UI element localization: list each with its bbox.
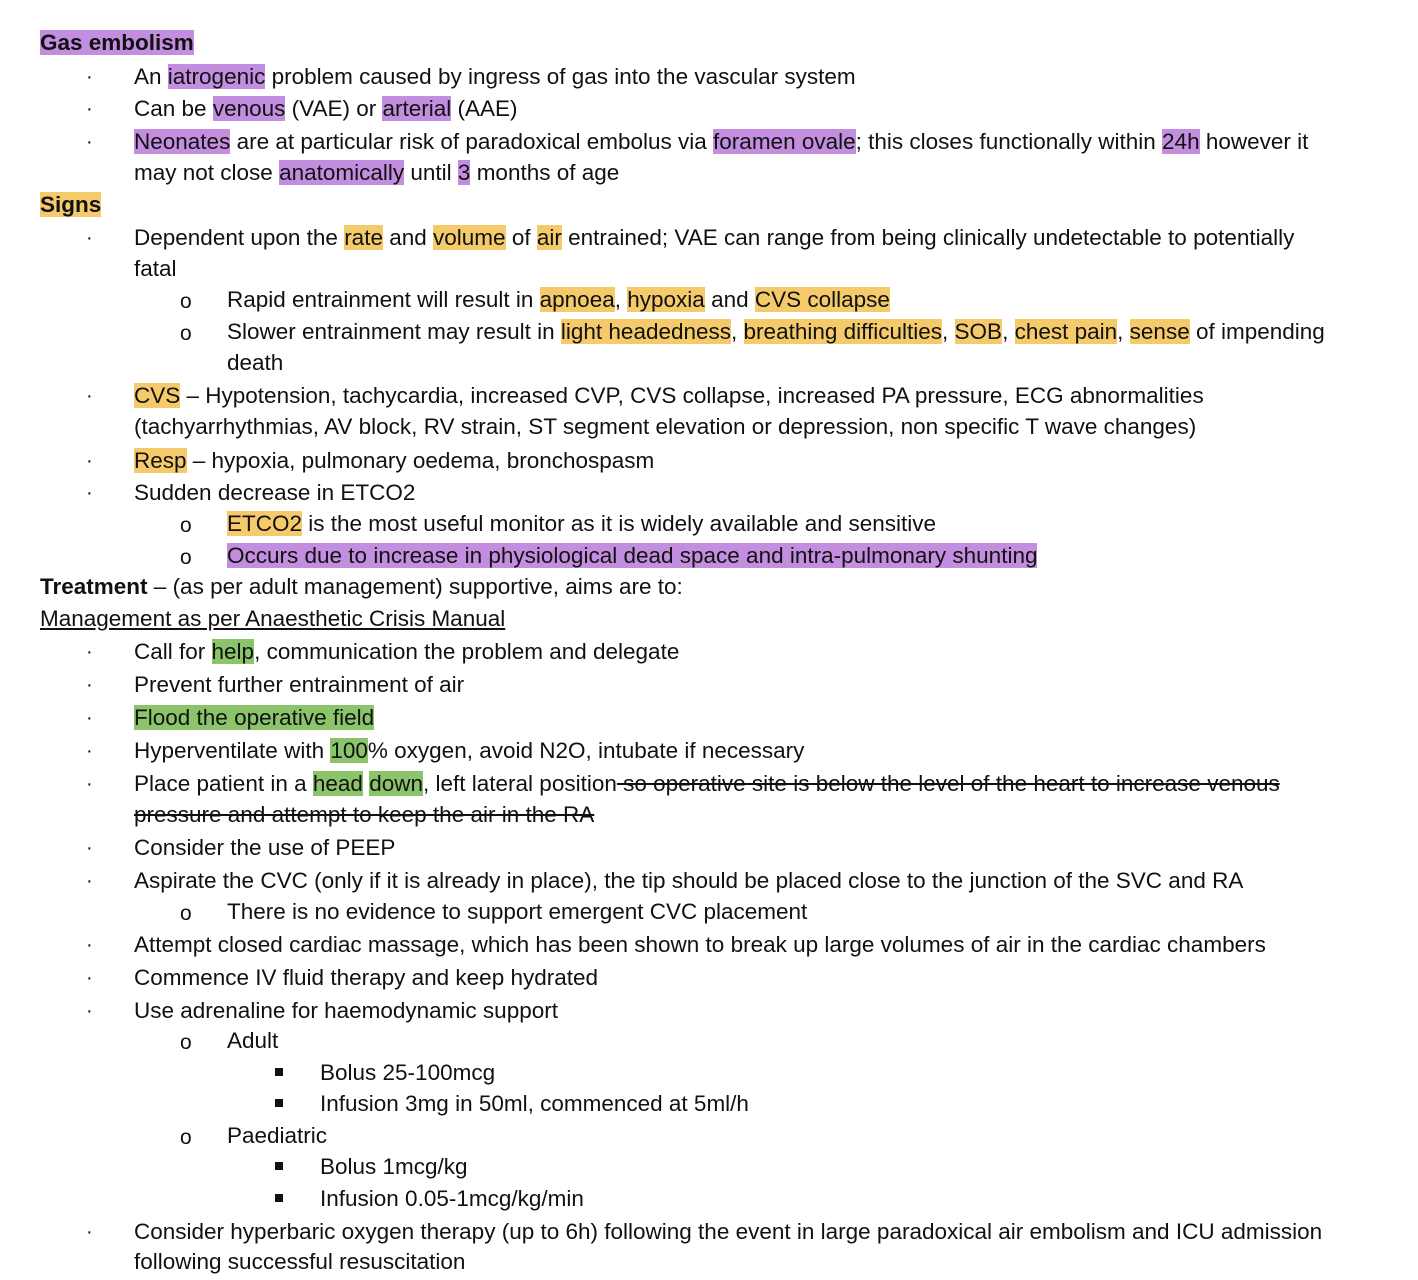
manual-link-text[interactable]: Management as per Anaesthetic Crisis Manual [40, 606, 506, 631]
treatment-line-7 [134, 866, 1243, 896]
bullet-circle: o [180, 322, 192, 345]
text: following successful resuscitation [134, 1249, 466, 1274]
highlight: ETCO2 [227, 511, 303, 536]
signs-line-4 [134, 381, 1204, 411]
text: Place patient in a [134, 771, 313, 796]
highlight: 24h [1162, 129, 1200, 154]
text: An [134, 64, 168, 89]
treatment-line-2 [134, 670, 464, 700]
text: are at particular risk of paradoxical embolus via [230, 129, 714, 154]
bullet-dot: · [86, 674, 93, 696]
text: Consider hyperbaric oxygen therapy (up to 6h) following the event in large paradoxical air embolism and ICU admission [134, 1219, 1323, 1244]
highlight: Neonates [134, 129, 231, 154]
signs-line-3 [227, 317, 1325, 347]
text: Bolus 1mcg/kg [320, 1154, 468, 1179]
highlight: rate [344, 225, 383, 250]
highlight: iatrogenic [167, 64, 266, 89]
text: – hypoxia, pulmonary oedema, bronchospasm [186, 448, 655, 473]
text: , [1002, 319, 1015, 344]
intro-line-2 [134, 94, 518, 124]
bullet-circle: o [180, 546, 192, 569]
signs-line-6 [134, 478, 415, 508]
signs-line-4b [134, 412, 1196, 442]
text: death [227, 350, 284, 375]
treatment-line-8 [227, 897, 807, 927]
text: (tachyarrhythmias, AV block, RV strain, ST segment elevation or depression, non specific T wave changes) [134, 414, 1197, 439]
text: Adult [227, 1028, 279, 1053]
bullet-dot: · [86, 450, 93, 472]
bullet-dot: · [86, 131, 93, 153]
text: , [1117, 319, 1130, 344]
bullet-dot: · [86, 740, 93, 762]
highlight: breathing difficulties [743, 319, 943, 344]
signs-line-5 [134, 446, 654, 476]
signs-line-1b [134, 254, 177, 284]
bullet-dot: · [86, 837, 93, 859]
highlight: help [211, 639, 255, 664]
bullet-circle: o [180, 514, 192, 537]
treatment-line-4 [134, 736, 804, 766]
bullet-dot: · [86, 1000, 93, 1022]
bullet-dot: · [86, 934, 93, 956]
manual-link[interactable] [40, 604, 505, 634]
heading-text: Treatment [40, 574, 148, 599]
highlight: foramen [713, 129, 796, 154]
text: and [382, 225, 434, 250]
signs-line-7 [227, 509, 936, 539]
bullet-circle: o [180, 902, 192, 925]
text: Rapid entrainment will result in [227, 287, 540, 312]
bullet-dot: · [86, 1221, 93, 1243]
treatment-line-10 [134, 963, 598, 993]
treatment-line-15 [227, 1121, 327, 1151]
treatment-line-18 [134, 1217, 1322, 1247]
highlight: anatomically [279, 160, 405, 185]
highlight: venous [212, 96, 286, 121]
text: and [704, 287, 755, 312]
highlight: Flood the operative field [134, 705, 375, 730]
text: ; this closes functionally within [855, 129, 1163, 154]
highlight: arterial [382, 96, 452, 121]
text: Commence IV fluid therapy and keep hydrated [134, 965, 599, 990]
treatment-line-12 [227, 1026, 278, 1056]
highlight: apnoea [539, 287, 615, 312]
highlight: Occurs due to increase in physiological dead space and intra-pulmonary shunting [227, 543, 1038, 568]
bullet-square [275, 1068, 283, 1076]
text: There is no evidence to support emergent CVC placement [227, 899, 808, 924]
text: , [942, 319, 955, 344]
text: – (as per adult management) supportive, aims are to: [147, 574, 683, 599]
treatment-line-17 [320, 1184, 584, 1214]
treatment-line-3 [134, 703, 374, 733]
bullet-dot: · [86, 641, 93, 663]
bullet-dot: · [86, 227, 93, 249]
text: however it [1199, 129, 1309, 154]
signs-line-8 [227, 541, 1037, 571]
text: Aspirate the CVC (only if it is already in place), the tip should be placed close to the junction of the SVC and RA [134, 868, 1244, 893]
heading-text: Gas embolism [40, 30, 194, 55]
bullet-dot: · [86, 482, 93, 504]
highlight: 100 [330, 738, 368, 763]
text: problem caused by ingress of gas into the vascular system [265, 64, 856, 89]
text: (VAE) or [285, 96, 383, 121]
treatment-line-13 [320, 1058, 495, 1088]
text: , [731, 319, 744, 344]
highlight: ovale [801, 129, 856, 154]
highlight: air [536, 225, 562, 250]
treatment-line-6 [134, 833, 395, 863]
highlight [796, 129, 802, 154]
text: until [404, 160, 458, 185]
text: Consider the use of PEEP [134, 835, 396, 860]
treatment-line-5b [134, 800, 594, 830]
signs-line-1 [134, 223, 1294, 253]
bullet-circle: o [180, 1126, 192, 1149]
text: entrained; VAE can range from being clinically undetectable to potentially [561, 225, 1295, 250]
text: Dependent upon the [134, 225, 345, 250]
bullet-dot: · [86, 870, 93, 892]
intro-line-3 [134, 127, 1308, 157]
signs-line-3b [227, 348, 283, 378]
bullet-dot: · [86, 385, 93, 407]
bullet-square [275, 1194, 283, 1202]
bullet-square [275, 1162, 283, 1170]
text: fatal [134, 256, 177, 281]
treatment-line-16 [320, 1152, 468, 1182]
text: (AAE) [451, 96, 518, 121]
treatment-line-14 [320, 1089, 749, 1119]
text: Use adrenaline for haemodynamic support [134, 998, 558, 1023]
treatment-line-5 [134, 769, 1280, 799]
bullet-dot: · [86, 773, 93, 795]
highlight: chest pain [1014, 319, 1118, 344]
text: Slower entrainment may result in [227, 319, 561, 344]
highlight: CVS collapse [754, 287, 890, 312]
text: Infusion 0.05-1mcg/kg/min [320, 1186, 584, 1211]
bullet-dot: · [86, 98, 93, 120]
bullet-dot: · [86, 967, 93, 989]
signs-line-2 [227, 285, 890, 315]
text: Paediatric [227, 1123, 328, 1148]
text: Call for [134, 639, 212, 664]
treatment-line-19 [134, 1247, 465, 1277]
heading-treatment [40, 572, 683, 602]
highlight: 3 [457, 160, 471, 185]
text: , communication the problem and delegate [254, 639, 680, 664]
text: Can be [134, 96, 213, 121]
treatment-line-9 [134, 930, 1266, 960]
text: months of age [470, 160, 620, 185]
text: Bolus 25-100mcg [320, 1060, 496, 1085]
text: Sudden decrease in ETCO2 [134, 480, 416, 505]
text: is the most useful monitor as it is widely available and sensitive [302, 511, 937, 536]
intro-line-4 [134, 158, 619, 188]
bullet-circle: o [180, 1031, 192, 1054]
treatment-line-11 [134, 996, 558, 1026]
struck-text: so operative site is below the level of the heart to increase venous [616, 771, 1280, 796]
bullet-square [275, 1099, 283, 1107]
bullet-dot: · [86, 707, 93, 729]
text: Attempt closed cardiac massage, which has been shown to break up large volumes of air in the cardiac chambers [134, 932, 1266, 957]
highlight: sense [1129, 319, 1190, 344]
highlight: down [369, 771, 423, 796]
heading-text: Signs [40, 192, 102, 217]
text: Prevent further entrainment of air [134, 672, 465, 697]
treatment-line-1 [134, 637, 679, 667]
struck-text: pressure and attempt to keep the air in the RA [134, 802, 595, 827]
text: of impending [1189, 319, 1325, 344]
text: of [505, 225, 537, 250]
text: Infusion 3mg in 50ml, commenced at 5ml/h [320, 1091, 749, 1116]
highlight: light headedness [560, 319, 732, 344]
heading-signs [40, 190, 101, 220]
text: , left lateral position [423, 771, 617, 796]
highlight: Resp [134, 448, 187, 473]
text: % oxygen, avoid N2O, intubate if necessary [367, 738, 805, 763]
text: Hyperventilate with [134, 738, 331, 763]
highlight: head [312, 771, 363, 796]
text: – Hypotension, tachycardia, increased CVP, CVS collapse, increased PA pressure, ECG abnormalities [180, 383, 1204, 408]
highlight: SOB [954, 319, 1003, 344]
highlight: hypoxia [627, 287, 705, 312]
heading-gas-embolism [40, 28, 194, 58]
text: , [614, 287, 628, 312]
intro-line-1 [134, 62, 856, 92]
bullet-circle: o [180, 290, 192, 313]
highlight: CVS [134, 383, 181, 408]
bullet-dot: · [86, 66, 93, 88]
text: may not close [134, 160, 280, 185]
highlight: volume [433, 225, 506, 250]
